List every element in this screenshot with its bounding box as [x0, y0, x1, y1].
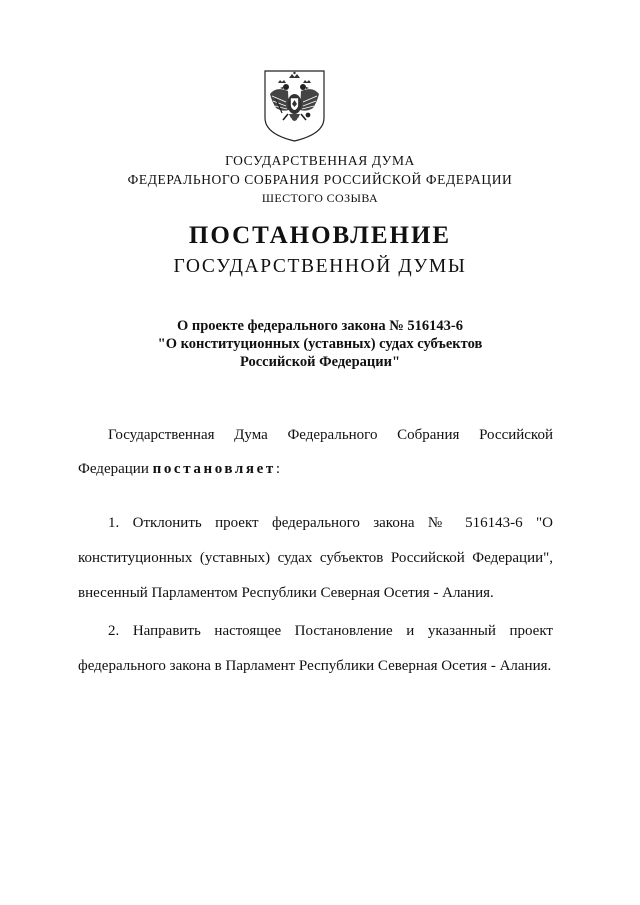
- resolves-word: постановляет: [152, 461, 276, 477]
- document-title: ПОСТАНОВЛЕНИЕ: [188, 222, 452, 249]
- document-subject: [0, 317, 640, 371]
- preamble-start: Федерации: [78, 461, 153, 477]
- preamble: [78, 426, 553, 478]
- preamble-line-1: Государственная Дума Федерального Собрания Российской: [108, 427, 553, 443]
- item-2: [78, 622, 553, 675]
- document-subtitle: ГОСУДАРСТВЕННОЙ ДУМЫ: [173, 256, 467, 277]
- preamble-end: :: [275, 461, 281, 477]
- subject-line-2: "О конституционных (уставных) судах субъектов: [157, 336, 483, 352]
- item-1: [78, 514, 553, 602]
- coat-of-arms-icon: [262, 68, 327, 144]
- header-line-1: ГОСУДАРСТВЕННАЯ ДУМА: [225, 153, 415, 168]
- header-line-2: ФЕДЕРАЛЬНОГО СОБРАНИЯ РОССИЙСКОЙ ФЕДЕРАЦИИ: [127, 172, 513, 187]
- item-2-line-1: 2. Направить настоящее Постановление и указанный проект: [108, 623, 553, 639]
- item-2-line-2: федерального закона в Парламент Республики Северная Осетия - Алания.: [78, 658, 552, 674]
- header-line-3: ШЕСТОГО СОЗЫВА: [261, 191, 379, 205]
- item-1-line-1: 1. Отклонить проект федерального закона № 516143-6 "О: [108, 515, 553, 531]
- item-1-line-2: конституционных (уставных) судах субъектов Российской Федерации",: [78, 550, 553, 566]
- item-1-line-3: внесенный Парламентом Республики Северная Осетия - Алания.: [78, 585, 494, 601]
- preamble-line-2: [78, 460, 553, 478]
- issuer-header: [0, 151, 640, 208]
- subject-line-3: Российской Федерации": [239, 354, 401, 370]
- subject-line-1: О проекте федерального закона № 516143-6: [176, 318, 464, 334]
